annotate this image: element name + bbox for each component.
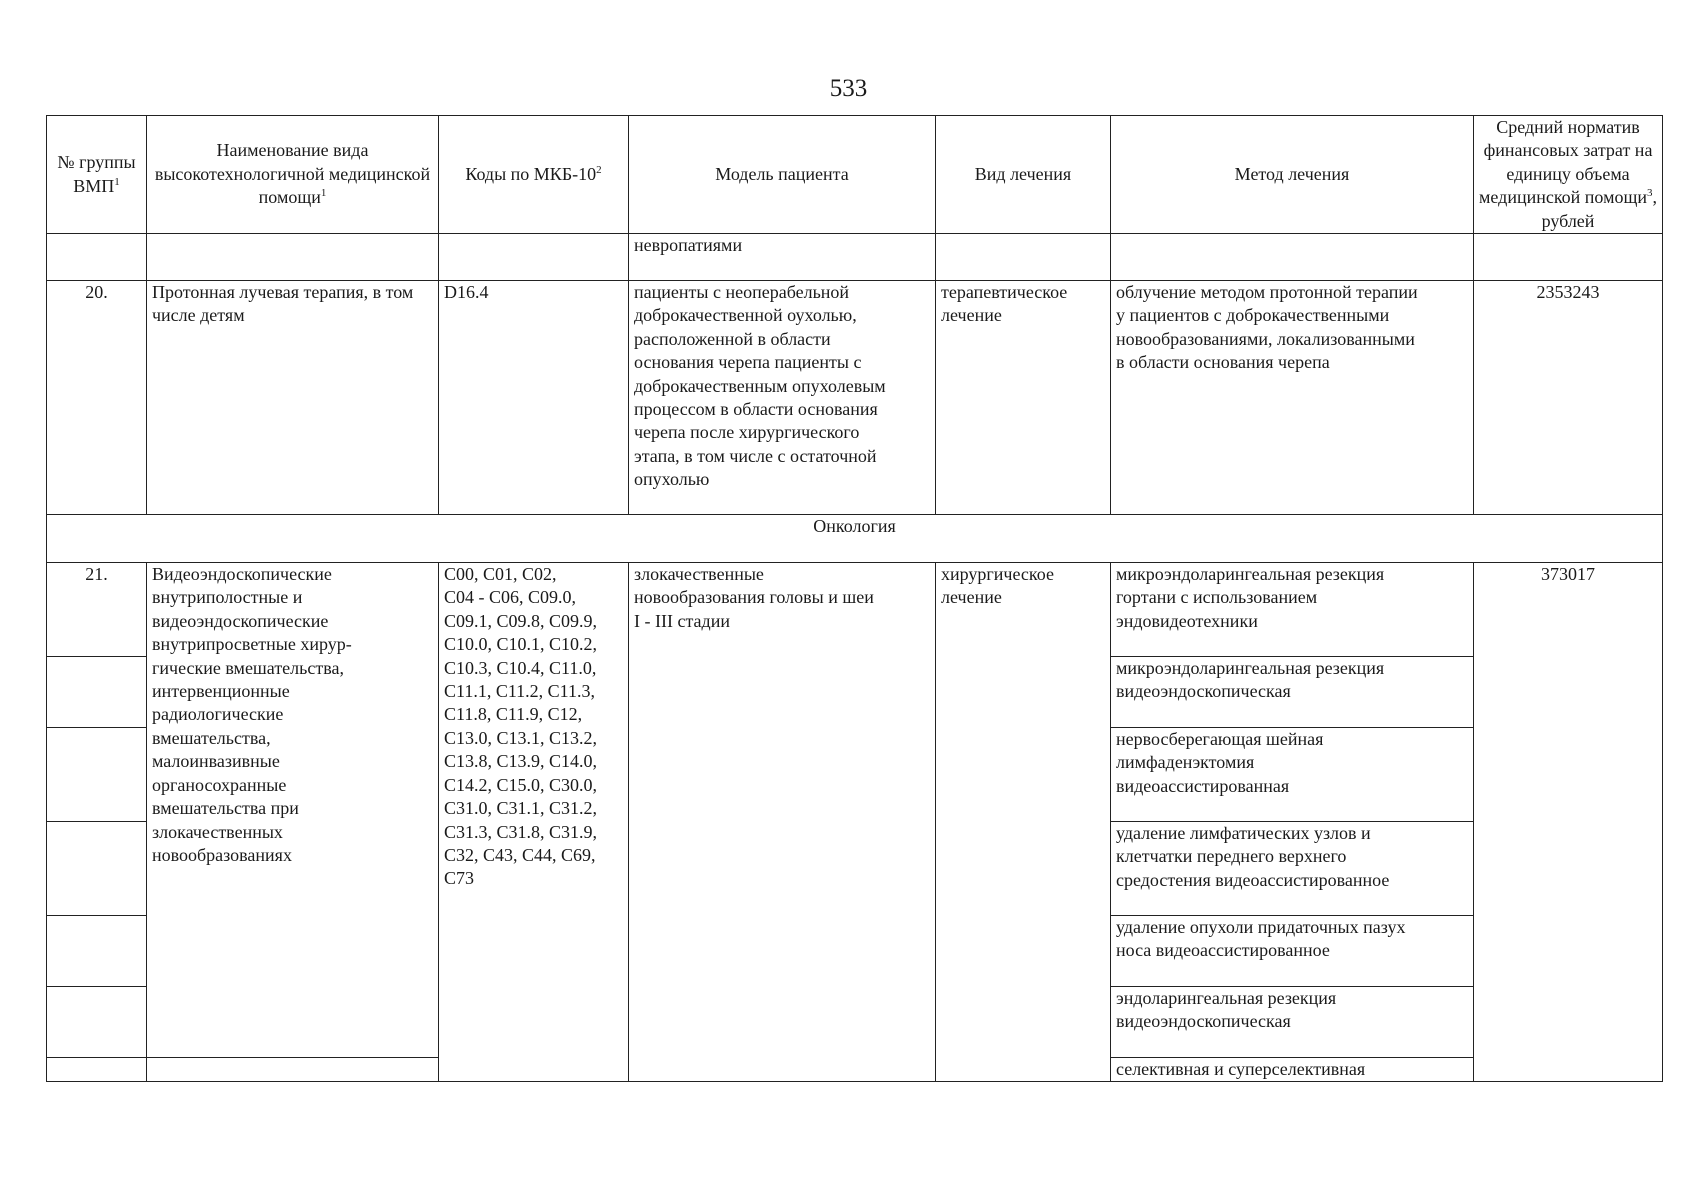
header-method: Метод лечения: [1111, 116, 1474, 234]
row21-method: селективная и суперселективная: [1111, 1058, 1474, 1082]
continuation-group: [47, 234, 147, 281]
header-row: [47, 116, 1663, 234]
row21-method: эндоларингеальная резекция видеоэндоскопическая: [1111, 987, 1474, 1058]
row21-name: Видеоэндоскопические внутриполостные и видеоэндоскопические внутрипросветные хирур- гические вмешательства, интервенционные радиологические вмешательства, малоинвазивные органосохранные вмешательства при злокачественных новообразованиях: [147, 563, 439, 1058]
continuation-row: [47, 234, 1663, 281]
continuation-model: невропатиями: [629, 234, 936, 281]
row21-method: микроэндоларингеальная резекция видеоэндоскопическая: [1111, 657, 1474, 728]
table-row-21-1: [47, 563, 1663, 657]
row21-group-empty: [47, 916, 147, 987]
continuation-cost: [1474, 234, 1663, 281]
row21-method: нервосберегающая шейная лимфаденэктомия видеоассистированная: [1111, 728, 1474, 822]
row20-model: пациенты с неоперабельной доброкачественной оухолью, расположенной в области основания черепа пациенты с доброкачественным опухолевым процессом в области основания черепа после хирургического этапа, в том числе с остаточной опухолью: [629, 281, 936, 515]
row21-method: удаление лимфатических узлов и клетчатки переднего верхнего средостения видеоассистированное: [1111, 822, 1474, 916]
row21-group-empty: [47, 987, 147, 1058]
row21-cost: 373017: [1474, 563, 1663, 1082]
row20-group: 20.: [47, 281, 147, 515]
header-treatment-type: Вид лечения: [936, 116, 1111, 234]
continuation-treatment-type: [936, 234, 1111, 281]
row21-method: удаление опухоли придаточных пазух носа видеоассистированное: [1111, 916, 1474, 987]
table-row-20: [47, 281, 1663, 515]
row20-cost: 2353243: [1474, 281, 1663, 515]
section-row: [47, 515, 1663, 563]
row20-codes: D16.4: [439, 281, 629, 515]
row21-group-empty: [47, 1058, 147, 1082]
row21-group-empty: [47, 657, 147, 728]
row21-codes: C00, C01, C02, C04 - C06, C09.0, C09.1, C09.8, C09.9, C10.0, C10.1, C10.2, C10.3, C10.4, C11.0, C11.1, C11.2, C11.3, C11.8, C11.9, C12, C13.0, C13.1, C13.2, C13.8, C13.9, C14.0, C14.2, C15.0, C30.0, C31.0, C31.1, C31.2, C31.3, C31.8, C31.9, C32, C43, C44, C69, C73: [439, 563, 629, 1082]
row21-group: 21.: [47, 563, 147, 657]
row20-method: облучение методом протонной терапии у пациентов с доброкачественными новообразованиями, локализованными в области основания черепа: [1111, 281, 1474, 515]
row21-group-empty: [47, 728, 147, 822]
row20-name: Протонная лучевая терапия, в том числе детям: [147, 281, 439, 515]
header-group: № группы ВМП$^1$: [47, 116, 147, 234]
header-model: Модель пациента: [629, 116, 936, 234]
row21-name-empty: [147, 1058, 439, 1082]
continuation-codes: [439, 234, 629, 281]
vmp-table: [46, 115, 1663, 1082]
row21-method: микроэндоларингеальная резекция гортани с использованием эндовидеотехники: [1111, 563, 1474, 657]
header-name: Наименование вида высокотехнологичной медицинской помощи$^1$: [147, 116, 439, 234]
continuation-method: [1111, 234, 1474, 281]
header-cost: Средний норматив финансовых затрат на единицу объема медицинской помощи$^3$, рублей: [1474, 116, 1663, 234]
row21-group-empty: [47, 822, 147, 916]
header-codes: Коды по МКБ-$10^2$: [439, 116, 629, 234]
row20-treatment-type: терапевтическое лечение: [936, 281, 1111, 515]
row21-model: злокачественные новообразования головы и шеи I - III стадии: [629, 563, 936, 1082]
page-number: 533: [829, 75, 868, 102]
continuation-name: [147, 234, 439, 281]
section-title: Онкология: [47, 515, 1663, 563]
row21-treatment-type: хирургическое лечение: [936, 563, 1111, 1082]
